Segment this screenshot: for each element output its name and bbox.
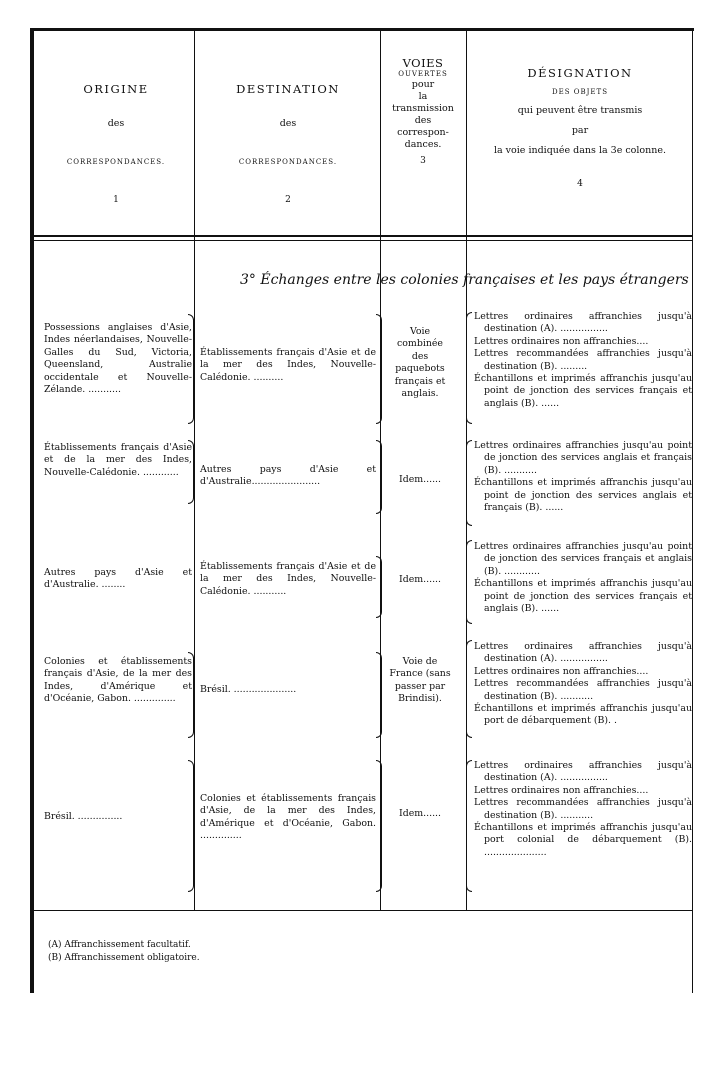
col-divider-1 bbox=[194, 30, 195, 910]
row5-bracket-designation bbox=[466, 760, 472, 892]
header-rule bbox=[34, 235, 692, 237]
row1-voie: Voie combinée des paquebots français et anglais. bbox=[394, 326, 446, 400]
row5-bracket-origine bbox=[188, 760, 194, 892]
row1-bracket-origine bbox=[188, 314, 194, 424]
row2-voie: Idem...... bbox=[398, 474, 442, 485]
row2-destination: Autres pays d'Asie et d'Australie....................... bbox=[200, 464, 376, 488]
section-title: 3° Échanges entre les colonies françaises et les pays étrangers bbox=[240, 272, 689, 288]
header-designation: DÉSIGNATION DES OBJETS qui peuvent être transmis par la voie indiquée dans la 3e colonne. 4 bbox=[493, 66, 667, 189]
row5-voie: Idem...... bbox=[398, 808, 442, 819]
row2-origine: Établissements français d'Asie et de la mer des Indes, Nouvelle-Calédonie. ............ bbox=[44, 442, 192, 478]
row3-voie: Idem...... bbox=[398, 574, 442, 585]
row5-origine: Brésil. ............... bbox=[44, 811, 123, 822]
row5-designation: Lettres ordinaires affranchies jusqu'à destination (A). ................ Lettres ordinaires non affranchies.... Lettres recommandées affranchies jusqu'à destination (B). ........... Échantillons et imprimés affranchis jusqu'au port colonial de débarquement (B). ..................... bbox=[474, 760, 692, 858]
row2-bracket-designation bbox=[466, 440, 472, 526]
row1-origine: Possessions anglaises d'Asie, Indes néerlandaises, Nouvelle-Galles du Sud, Victoria, Queensland, Australie occidentale et Nouvelle-Zélande. ........... bbox=[44, 322, 192, 396]
row5-bracket-destination bbox=[376, 760, 382, 892]
header-rule-thin bbox=[34, 240, 692, 241]
row4-destination: Brésil. ..................... bbox=[200, 684, 297, 695]
row1-destination: Établissements français d'Asie et de la mer des Indes, Nouvelle-Calédonie. .......... bbox=[200, 347, 376, 383]
row4-bracket-origine bbox=[188, 652, 194, 738]
row4-bracket-designation bbox=[466, 640, 472, 738]
row1-bracket-destination bbox=[376, 314, 382, 424]
row3-designation: Lettres ordinaires affranchies jusqu'au point de jonction des services français et anglais (B). ............ Échantillons et imprimés affranchis jusqu'au point de jonction des services français et anglais (B). ...... bbox=[474, 541, 692, 615]
frame-top-rule bbox=[30, 28, 694, 31]
footer-rule bbox=[34, 910, 692, 911]
frame-left-rule bbox=[30, 28, 34, 993]
header-origine: ORIGINE des CORRESPONDANCES. 1 bbox=[66, 82, 166, 205]
row2-bracket-origine bbox=[188, 440, 194, 504]
row1-designation: Lettres ordinaires affranchies jusqu'à destination (A). ................ Lettres ordinaires non affranchies.... Lettres recommandées affranchies jusqu'à destination (B). ......... Échantillons et imprimés affranchis jusqu'au point de jonction des services français et anglais (B). ...... bbox=[474, 311, 692, 409]
row3-origine: Autres pays d'Asie et d'Australie. ........ bbox=[44, 567, 192, 591]
header-voies: VOIES OUVERTES pour la transmission des correspon- dances. 3 bbox=[392, 56, 454, 167]
row1-bracket-designation bbox=[466, 312, 472, 424]
row3-destination: Établissements français d'Asie et de la mer des Indes, Nouvelle-Calédonie. ........... bbox=[200, 561, 376, 597]
frame-right-rule bbox=[692, 28, 693, 993]
row5-destination: Colonies et établissements français d'Asie, de la mer des Indes, d'Amérique et d'Océanie, Gabon. .............. bbox=[200, 793, 376, 842]
row4-designation: Lettres ordinaires affranchies jusqu'à destination (A). ................ Lettres ordinaires non affranchies.... Lettres recommandées affranchies jusqu'à destination (B). ........... Échantillons et imprimés affranchis jusqu'au port de débarquement (B). . bbox=[474, 641, 692, 727]
row4-bracket-destination bbox=[376, 652, 382, 738]
row3-bracket-designation bbox=[466, 540, 472, 624]
footnote-a: (A) Affranchissement facultatif. bbox=[48, 940, 191, 950]
row2-bracket-destination bbox=[376, 440, 382, 514]
row2-designation: Lettres ordinaires affranchies jusqu'au point de jonction des services anglais et français (B). ........... Échantillons et imprimés affranchis jusqu'au point de jonction des services anglais et français (B). ...... bbox=[474, 440, 692, 514]
row3-bracket-destination bbox=[376, 556, 382, 618]
row4-voie: Voie de France (sans passer par Brindisi). bbox=[389, 656, 451, 705]
footnote-b: (B) Affranchissement obligatoire. bbox=[48, 953, 200, 963]
row4-origine: Colonies et établissements français d'Asie, de la mer des Indes, d'Amérique et d'Océanie, Gabon. .............. bbox=[44, 656, 192, 705]
header-destination: DESTINATION des CORRESPONDANCES. 2 bbox=[236, 82, 340, 205]
